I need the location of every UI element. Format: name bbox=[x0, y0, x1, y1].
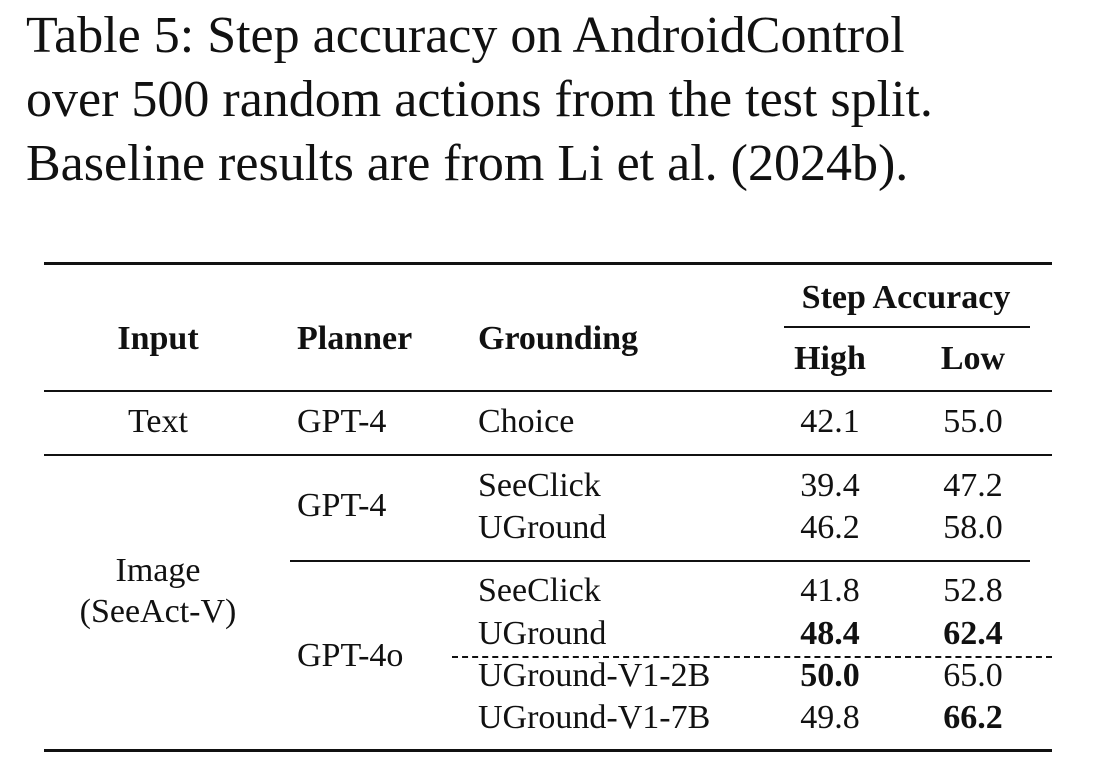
input-text: Text bbox=[128, 403, 188, 440]
low-value: 47.2 bbox=[943, 467, 1003, 504]
grounding-seeclick: SeeClick bbox=[478, 572, 601, 609]
text-group-rule bbox=[44, 454, 1052, 456]
low-value: 55.0 bbox=[943, 403, 1003, 440]
header-high: High bbox=[794, 340, 866, 377]
caption-line-3: Baseline results are from Li et al. (2024b). bbox=[26, 135, 909, 192]
header-step-accuracy: Step Accuracy bbox=[801, 279, 1011, 316]
top-rule bbox=[44, 262, 1052, 265]
high-value: 42.1 bbox=[800, 403, 860, 440]
planner-gpt4-text: GPT-4 bbox=[297, 403, 387, 440]
high-value-best: 48.4 bbox=[800, 615, 860, 652]
input-image: Image bbox=[115, 552, 201, 589]
high-value-best: 50.0 bbox=[800, 657, 860, 694]
planner-divider-rule bbox=[290, 560, 1030, 562]
low-value-best: 62.4 bbox=[943, 615, 1003, 652]
high-value: 49.8 bbox=[800, 699, 860, 736]
header-input: Input bbox=[117, 320, 199, 357]
header-grounding: Grounding bbox=[478, 320, 639, 357]
high-value: 41.8 bbox=[800, 572, 860, 609]
step-accuracy-underline bbox=[784, 326, 1030, 328]
grounding-uground-v1-2b: UGround-V1-2B bbox=[478, 657, 711, 694]
caption-line-1: Table 5: Step accuracy on AndroidControl bbox=[26, 7, 905, 64]
planner-gpt4o: GPT-4o bbox=[297, 637, 404, 674]
input-image-subtitle: (SeeAct-V) bbox=[79, 593, 237, 630]
header-low: Low bbox=[940, 340, 1006, 377]
low-value: 58.0 bbox=[943, 509, 1003, 546]
header-rule bbox=[44, 390, 1052, 392]
table-caption bbox=[26, 4, 1106, 196]
planner-gpt4-image: GPT-4 bbox=[297, 487, 387, 524]
header-planner: Planner bbox=[297, 320, 413, 357]
grounding-uground: UGround bbox=[478, 509, 607, 546]
grounding-seeclick: SeeClick bbox=[478, 467, 601, 504]
low-value-best: 66.2 bbox=[943, 699, 1003, 736]
low-value: 65.0 bbox=[943, 657, 1003, 694]
low-value: 52.8 bbox=[943, 572, 1003, 609]
grounding-uground: UGround bbox=[478, 615, 607, 652]
bottom-rule bbox=[44, 749, 1052, 752]
caption-line-2: over 500 random actions from the test split. bbox=[26, 71, 933, 128]
grounding-choice: Choice bbox=[478, 403, 575, 440]
grounding-uground-v1-7b: UGround-V1-7B bbox=[478, 699, 711, 736]
high-value: 46.2 bbox=[800, 509, 860, 546]
high-value: 39.4 bbox=[800, 467, 860, 504]
